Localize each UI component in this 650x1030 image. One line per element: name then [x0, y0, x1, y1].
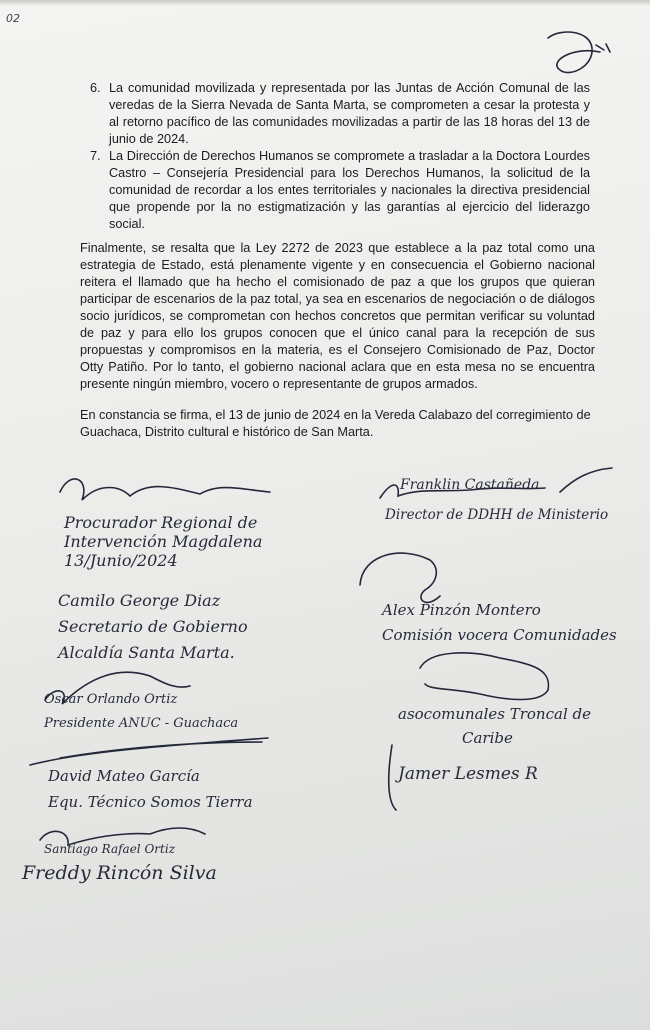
- signature-block-director: [385, 507, 608, 523]
- signature-procurador: [60, 479, 270, 500]
- signature-line: Presidente ANUC - Guachaca: [44, 716, 239, 731]
- signature-line: Franklin Castañeda: [400, 477, 540, 493]
- signature-line: David Mateo García: [48, 767, 200, 785]
- signature-david: [30, 738, 268, 765]
- signature-line: Caribe: [462, 729, 513, 747]
- commitments-list: [90, 80, 590, 233]
- signature-line: Director de DDHH de Ministerio: [385, 507, 609, 523]
- signature-line: Freddy Rincón Silva: [22, 862, 217, 884]
- signature-line: Alcaldía Santa Marta.: [58, 643, 235, 662]
- item-number: 7.: [90, 149, 101, 163]
- signature-line: Comisión vocera Comunidades: [382, 626, 617, 644]
- page-number: 02: [6, 12, 20, 25]
- item-number: 6.: [90, 81, 101, 95]
- signature-block-oscar: [44, 688, 238, 736]
- signature-asocomunales: [420, 653, 548, 700]
- signature-block-camilo: [58, 588, 248, 666]
- signature-line: Procurador Regional de: [64, 513, 258, 532]
- signature-line: Santiago Rafael Ortiz: [44, 842, 176, 856]
- signature-line: asocomunales Troncal de: [398, 705, 591, 723]
- signing-paragraph: En constancia se firma, el 13 de junio de 2024 en la Vereda Calabazo del corregimiento de Guachaca, Distrito cultural e histórico de San Marta.: [80, 408, 591, 439]
- signature-line: 13/Junio/2024: [64, 551, 178, 570]
- signature-line: Alex Pinzón Montero: [382, 601, 541, 619]
- list-item: [90, 148, 590, 233]
- signature-line: Oscar Orlando Ortiz: [44, 692, 178, 707]
- list-item: [90, 80, 590, 148]
- signature-line: Secretario de Gobierno: [58, 617, 248, 636]
- signature-line: Intervención Magdalena: [64, 532, 263, 551]
- signature-block-freddy: [22, 862, 217, 884]
- closing-paragraph: Finalmente, se resalta que la Ley 2272 de 2023 que establece a la paz total como una estrategia de Estado, está plenamente vigente y en consecuencia el Gobierno nacional reitera el llamado que ha hecho el comisionado de paz a que los grupos que quieran participar de escenarios de la paz total, ya sea en escenarios de negociación o de diálogos socio jurídicos, se comprometan con hechos concretos que permitan verificar su voluntad de paz y para ello los grupos conocen que el único canal para la recepción de sus propuestas y compromisos en la materia, es el Consejero Comisionado de Paz, Doctor Otty Patiño. Por lo tanto, el gobierno nacional aclara que en esta mesa no se encuentra presente ningún miembro, vocero o representante de grupos armados.: [80, 241, 595, 391]
- item-text: La comunidad movilizada y representada por las Juntas de Acción Comunal de las veredas de la Sierra Nevada de Santa Marta, se comprometen a cesar la protesta y al retorno pacífico de las comunidades movilizadas a partir de las 18 horas del 13 de junio de 2024.: [109, 81, 590, 146]
- signature-block-asocomunales: [398, 702, 591, 750]
- signature-block-santiago: [44, 842, 175, 856]
- signature-block-david: [48, 763, 253, 815]
- signature-line: Camilo George Diaz: [58, 591, 221, 610]
- signature-block-procurador: [64, 513, 262, 570]
- signature-block-franklin: [400, 477, 540, 493]
- signature-line: Equ. Técnico Somos Tierra: [48, 793, 253, 811]
- signature-block-jamer: [398, 764, 538, 784]
- signature-jamer: [389, 745, 396, 810]
- signature-alex: [360, 553, 440, 602]
- initials-mark: [548, 32, 610, 73]
- item-text: La Dirección de Derechos Humanos se compromete a trasladar a la Doctora Lourdes Castro – Consejería Presidencial para los Derechos Humanos, la solicitud de la comunidad de recordar a los entes territoriales y nacionales la directiva presidencial que propende por la no estigmatización y las garantías al ejercicio del liderazgo social.: [109, 149, 590, 231]
- signature-line: Jamer Lesmes R: [398, 764, 538, 784]
- signature-block-alex: [382, 598, 617, 648]
